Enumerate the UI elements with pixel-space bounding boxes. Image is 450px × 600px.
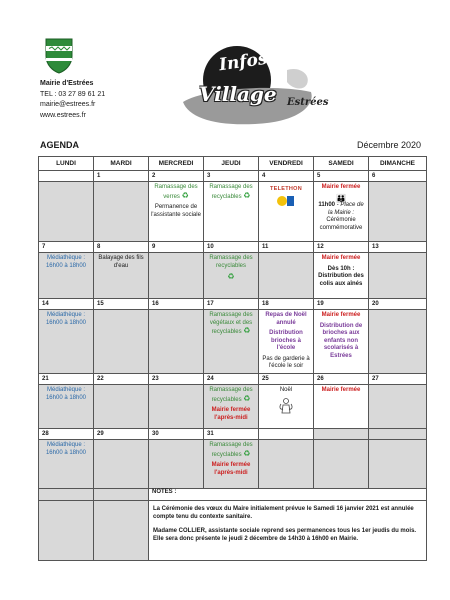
day-header-row: [39, 157, 427, 171]
day-number: 18: [259, 299, 314, 310]
day-cell: [39, 310, 94, 374]
day-cell: [39, 385, 94, 429]
day-number: 9: [149, 242, 204, 253]
day-cell: [314, 253, 369, 299]
event-recycle: Ramassage des recyclables: [209, 387, 253, 403]
day-header: JEUDI: [204, 157, 259, 171]
day-number: 31: [204, 429, 259, 440]
event-time: Dès 10h :: [327, 265, 355, 272]
notes-label-row: [39, 489, 427, 501]
event-recycle: Ramassage des recyclables: [209, 442, 253, 458]
recycle-icon: ♻: [243, 326, 251, 335]
event-recycle: Ramassage des verres: [154, 184, 198, 200]
day-number: 12: [314, 242, 369, 253]
day-number: 16: [149, 299, 204, 310]
logo-estrees: Estrées: [287, 97, 329, 108]
day-cell: [259, 182, 314, 242]
mairie-closed: Mairie fermée: [321, 387, 361, 393]
day-cell: [149, 182, 204, 242]
day-cell: [259, 440, 314, 489]
recycle-icon: ♻: [243, 448, 251, 458]
mairie-website[interactable]: www.estrees.fr: [40, 111, 86, 119]
event-repas-noel: Repas de Noël annulé: [265, 312, 307, 326]
day-number: 21: [39, 374, 94, 385]
week-number-row: [39, 242, 427, 253]
day-number: [39, 171, 94, 182]
day-cell: [204, 440, 259, 489]
day-cell: [204, 182, 259, 242]
day-cell: [369, 182, 427, 242]
event-colis: Distribution des colis aux aînés: [318, 273, 364, 287]
event-recycle: Ramassage des recyclables: [209, 255, 253, 269]
event-permanence: Permanence de l'assistante sociale: [151, 204, 201, 218]
week-content-row: [39, 385, 427, 429]
day-number: 13: [369, 242, 427, 253]
day-number: 4: [259, 171, 314, 182]
telethon-text: TELETHON: [269, 186, 303, 192]
agenda-title: AGENDA: [40, 140, 80, 150]
day-cell: [149, 310, 204, 374]
logo-village: Village: [199, 82, 277, 106]
day-number: [259, 429, 314, 440]
event-recycle: Ramassage des végétaux et des recyclables: [209, 312, 253, 335]
day-cell: [94, 385, 149, 429]
logo-infos: Infos: [217, 48, 269, 76]
month-label: Décembre 2020: [357, 140, 422, 150]
day-number: 1: [94, 171, 149, 182]
day-number: 17: [204, 299, 259, 310]
mairie-name: Mairie d'Estrées: [40, 80, 94, 87]
infos-village-logo: [175, 40, 329, 130]
week-number-row: [39, 429, 427, 440]
day-cell: [94, 440, 149, 489]
day-cell: [94, 182, 149, 242]
day-number: 24: [204, 374, 259, 385]
recycle-icon: ♻: [227, 272, 235, 281]
day-cell: [369, 440, 427, 489]
day-number: 7: [39, 242, 94, 253]
day-number: 27: [369, 374, 427, 385]
day-header: MARDI: [94, 157, 149, 171]
day-number: 30: [149, 429, 204, 440]
day-cell: [39, 440, 94, 489]
notes-paragraph: La Cérémonie des vœux du Maire initialement prévue le Samedi 16 janvier 2021 est annulée compte tenu du contexte sanitaire.: [153, 506, 414, 520]
week-content-row: [39, 310, 427, 374]
day-header: DIMANCHE: [369, 157, 427, 171]
day-number: 5: [314, 171, 369, 182]
mairie-closed: Mairie fermée: [321, 312, 361, 318]
week-number-row: [39, 299, 427, 310]
day-number: [369, 429, 427, 440]
day-cell: [314, 385, 369, 429]
day-number: 14: [39, 299, 94, 310]
recycle-icon: ♻: [243, 393, 251, 403]
week-content-row: [39, 440, 427, 489]
day-number: 2: [149, 171, 204, 182]
event-brioches-enfants: Distribution de brioches aux enfants non scolarisés à Estrées: [319, 322, 363, 359]
day-cell: [259, 253, 314, 299]
week-number-row: [39, 374, 427, 385]
notes-spacer: [39, 489, 94, 501]
day-header: SAMEDI: [314, 157, 369, 171]
event-place: - Place de la Mairie :: [327, 202, 364, 216]
day-header: MERCREDI: [149, 157, 204, 171]
mairie-closed: Mairie fermée: [321, 255, 361, 261]
day-cell: [369, 385, 427, 429]
mairie-closed: Mairie fermée l'après-midi: [211, 462, 251, 476]
day-number: 28: [39, 429, 94, 440]
event-mediatheque: Médiathèque : 16h00 à 18h00: [45, 442, 87, 456]
event-noel: Noël: [279, 387, 293, 393]
day-number: 25: [259, 374, 314, 385]
day-cell: [149, 385, 204, 429]
day-cell: [204, 385, 259, 429]
event-mediatheque: Médiathèque : 16h00 à 18h00: [45, 387, 87, 401]
notes-paragraph: Madame COLLIER, assistante sociale reprend ses permanences tous les 1er jeudis du mois. Elle sera donc présente le jeudi 2 décembre de 14h30 à 16h00 en Mairie.: [153, 528, 417, 542]
day-cell: [314, 310, 369, 374]
notes-spacer: [39, 501, 94, 561]
people-icon: 👪: [336, 193, 346, 203]
event-recycle: Ramassage des recyclables: [209, 184, 253, 200]
day-header: VENDREDI: [259, 157, 314, 171]
telethon-logo: [268, 186, 304, 207]
day-cell: [149, 253, 204, 299]
day-cell: [204, 310, 259, 374]
event-brioches-ecole: Distribution brioches à l'école: [269, 330, 303, 351]
recycle-icon: ♻: [243, 190, 251, 200]
event-mediatheque: Médiathèque : 16h00 à 18h00: [45, 312, 87, 326]
notes-spacer: [94, 489, 149, 501]
calendar-table: [38, 156, 427, 561]
week-number-row: [39, 171, 427, 182]
day-number: 26: [314, 374, 369, 385]
page-header: [0, 0, 450, 138]
day-cell: [259, 385, 314, 429]
day-cell: [314, 182, 369, 242]
day-number: 3: [204, 171, 259, 182]
recycle-icon: ♻: [181, 190, 189, 200]
day-number: 10: [204, 242, 259, 253]
day-number: [314, 429, 369, 440]
day-number: 23: [149, 374, 204, 385]
day-number: 8: [94, 242, 149, 253]
day-cell: [94, 253, 149, 299]
mairie-closed: Mairie fermée: [321, 184, 361, 190]
day-cell: [39, 182, 94, 242]
mairie-contact: [40, 79, 105, 121]
event-garderie: Pas de garderie à l'école le soir: [262, 355, 310, 369]
notes-spacer: [94, 501, 149, 561]
event-time: 11h00: [318, 202, 335, 208]
notes-content-row: [39, 501, 427, 561]
day-cell: [94, 310, 149, 374]
day-cell: [204, 253, 259, 299]
day-cell: [259, 310, 314, 374]
week-content-row: [39, 182, 427, 242]
event-mediatheque: Médiathèque : 16h00 à 18h00: [45, 255, 87, 269]
day-number: 22: [94, 374, 149, 385]
notes-label: NOTES :: [149, 489, 427, 501]
day-number: 6: [369, 171, 427, 182]
day-number: 15: [94, 299, 149, 310]
event-ceremony: Cérémonie commémorative: [319, 217, 363, 231]
shield-icon: [45, 38, 73, 79]
day-number: 11: [259, 242, 314, 253]
notes-text: [149, 501, 427, 561]
mairie-email[interactable]: mairie@estrees.fr: [40, 101, 96, 108]
mairie-tel: TEL : 03 27 89 61 21: [40, 90, 106, 98]
day-number: 19: [314, 299, 369, 310]
day-number: 29: [94, 429, 149, 440]
day-header: LUNDI: [39, 157, 94, 171]
day-number: 20: [369, 299, 427, 310]
week-content-row: [39, 253, 427, 299]
angel-icon: [278, 397, 294, 415]
day-cell: [314, 440, 369, 489]
day-cell: [369, 310, 427, 374]
day-cell: [369, 253, 427, 299]
mairie-closed: Mairie fermée l'après-midi: [211, 407, 251, 421]
event-balayage: Balayage des fils d'eau: [98, 255, 144, 269]
day-cell: [149, 440, 204, 489]
day-cell: [39, 253, 94, 299]
